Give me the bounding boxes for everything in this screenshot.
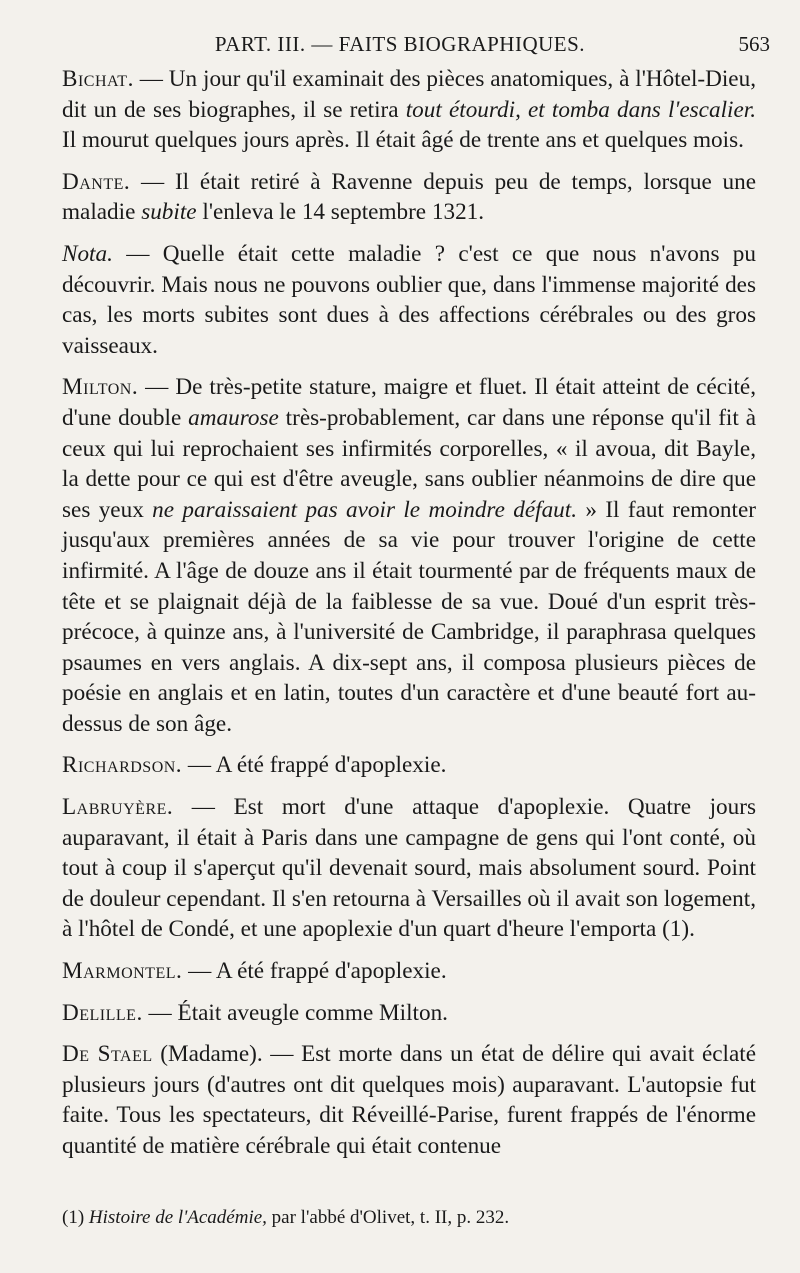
entry-text: Il mourut quelques jours après. Il était âgé de trente ans et quelques mois. [62,127,744,154]
biography-entry [62,750,756,781]
entry-text: l'enleva le 14 septembre 1321. [196,199,485,226]
entry-text: — Est mort d'une attaque d'apoplexie. Quatre jours auparavant, il était à Paris dans une campagne de gens qui l'ont conté, où tout à coup il s'aperçut qu'il devenait sourd, mais absolument sourd. Point de douleur cependant. Il s'en retourna à Versailles où il avait son logement, à l'hôtel de Condé, et une apoplexie d'un quart d'heure l'emporta (1). [62,794,757,943]
body-text [62,64,756,1173]
entry-name: Delille. [62,999,143,1026]
entry-name: Marmontel. [62,958,183,985]
biography-entry [62,167,756,228]
italic-text: tout étourdi, et tomba dans l'escalier. [405,96,756,123]
italic-text: ne paraissaient pas avoir le moindre défaut. [152,496,577,523]
footnote [62,1206,756,1230]
biography-entry [62,64,756,156]
entry-text: — Il était retiré à Ravenne depuis peu de temps, lorsque une maladie [62,168,756,226]
italic-text: Nota. [62,240,113,267]
entry-text: » Il faut remonter jusqu'aux premières années de sa vie pour trouver l'origine de cette infirmité. A l'âge de douze ans il était tourmenté par de fréquents maux de tête et se plaignait déjà de la faiblesse de sa vue. Doué d'un esprit très-précoce, à quinze ans, à l'université de Cambridge, il paraphrasa quelques psaumes en vers anglais. A dix-sept ans, il composa plusieurs pièces de poésie en anglais et en latin, toutes d'un caractère et d'une beauté fort au-dessus de son âge. [62,496,756,737]
biography-entry [62,998,756,1029]
page-header [0,32,800,62]
entry-text: — De très-petite stature, maigre et fluet. Il était atteint de cécité, d'une double [62,374,756,431]
italic-text: subite [141,199,197,226]
entry-text: — Quelle était cette maladie ? c'est ce que nous n'avons pu découvrir. Mais nous ne pouvons oublier que, dans l'immense majorité des cas, les morts subites sont dues à des affections cérébrales ou des gros vaisseaux. [62,240,756,359]
entry-text: — Un jour qu'il examinait des pièces anatomiques, à l'Hôtel-Dieu, dit un de ses biographes, il se retira [62,66,756,123]
biography-entry [62,792,756,945]
entry-name: Labruyère. [62,794,174,821]
entry-text: (Madame). — Est morte dans un état de délire qui avait éclaté plusieurs jours (d'autres ont dit quelques mois) auparavant. L'autopsie fut faite. Tous les spectateurs, dit Réveillé-Parise, furent frappés de l'énorme quantité de matière cérébrale qui était contenue [62,1041,756,1159]
italic-text: amaurose [188,404,279,431]
running-title: PART. III. — FAITS BIOGRAPHIQUES. [214,32,586,56]
entry-text: — A été frappé d'apoplexie. [182,958,447,985]
entry-text: — Était aveugle comme Milton. [142,999,448,1026]
entry-text: — A été frappé d'apoplexie. [182,752,447,779]
biography-entry [62,956,756,987]
footnote-marker: (1) [62,1207,85,1228]
entry-name: Milton. [62,374,139,401]
biography-entry [62,372,756,739]
footnote-text: par l'abbé d'Olivet, t. II, p. 232. [266,1207,510,1228]
entry-name: Bichat. [62,66,134,92]
biography-entry [62,1039,756,1161]
entry-name: Richardson. [62,752,183,779]
footnote-title: Histoire de l'Académie, [88,1207,267,1228]
biography-entry [62,239,756,361]
entry-name: Dante. [62,168,131,195]
entry-text: très-probablement, car dans une réponse qu'il fit à ceux qui lui reprochaient ses infirmités corporelles, « il avoua, dit Bayle, la dette pour ce qui est d'être aveugle, sans oublier néanmoins de dire que ses yeux [62,404,756,523]
page-number: 563 [738,32,770,56]
entry-name: De Stael [62,1041,153,1068]
